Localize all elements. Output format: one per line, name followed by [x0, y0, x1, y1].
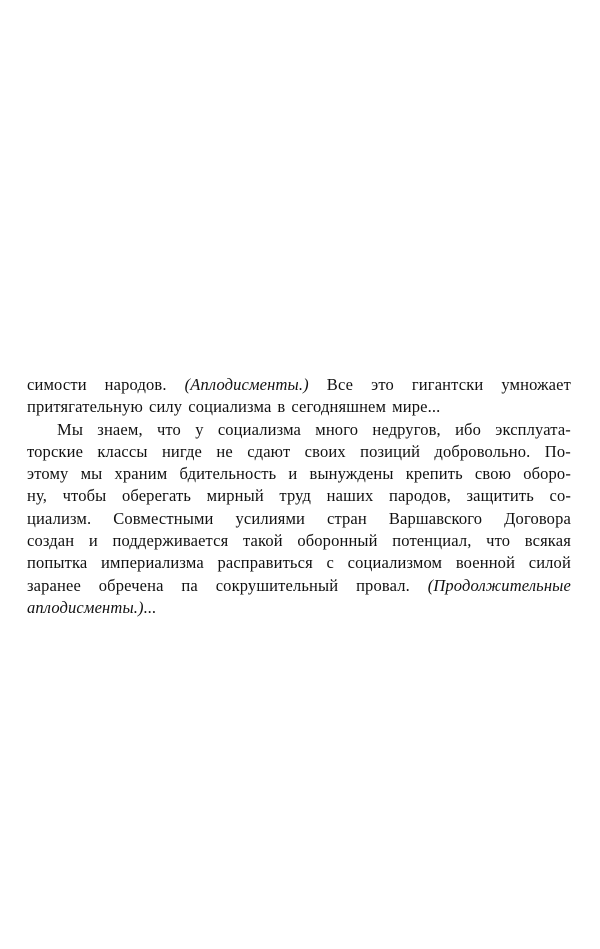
- word: ну,: [27, 486, 48, 506]
- word: стран: [327, 508, 367, 528]
- word: наших: [326, 486, 374, 506]
- word: попытка: [27, 553, 88, 573]
- word: знаем,: [97, 419, 143, 439]
- word: сдают: [247, 441, 291, 461]
- word: чтобы: [62, 486, 107, 506]
- word: заранее: [27, 575, 81, 595]
- word: циализм.: [27, 508, 92, 528]
- word: бдительность: [179, 464, 277, 484]
- word: в: [277, 397, 286, 417]
- word: создан: [27, 531, 75, 551]
- word: со-: [549, 486, 571, 506]
- applause-remark: (Продолжительные: [427, 575, 571, 595]
- word: оберегать: [121, 486, 192, 506]
- word: социализма: [217, 419, 302, 439]
- word: мирный: [206, 486, 264, 506]
- word: симости: [27, 375, 87, 394]
- word: па: [181, 575, 198, 595]
- text-line: [27, 374, 571, 396]
- word: империализма: [101, 553, 204, 573]
- word: труд: [279, 486, 312, 506]
- applause-remark: аплодисменты.)...: [27, 597, 157, 617]
- word: недругов,: [372, 419, 441, 439]
- word: потенциал,: [392, 531, 472, 551]
- word: По-: [544, 441, 571, 461]
- word: ибо: [455, 419, 481, 439]
- text-line: [27, 396, 571, 418]
- speech-text: [27, 374, 571, 619]
- word: добровольно.: [434, 441, 531, 461]
- word: усилиями: [235, 508, 306, 528]
- text-line: [27, 552, 571, 574]
- word: это: [371, 375, 394, 394]
- word: военной: [455, 553, 516, 573]
- text-line: [27, 463, 571, 485]
- word: социализма: [188, 397, 272, 417]
- text-line: [27, 575, 571, 597]
- text-line: [27, 530, 571, 552]
- word: классы: [97, 441, 148, 461]
- word: торские: [27, 441, 84, 461]
- word: провал.: [356, 575, 410, 595]
- word: с: [326, 553, 334, 573]
- word: позиций: [360, 441, 421, 461]
- word: притягательную: [27, 397, 143, 417]
- word: свою: [474, 464, 512, 484]
- word: что: [486, 531, 511, 551]
- word: силу: [148, 397, 183, 417]
- word: социализмом: [347, 553, 443, 573]
- word: всякая: [524, 531, 571, 551]
- text-line: [27, 441, 571, 463]
- text-line: [27, 419, 571, 441]
- word: у: [195, 419, 204, 439]
- word: умножает: [501, 375, 571, 394]
- word: народов.: [104, 375, 167, 394]
- word: не: [216, 441, 233, 461]
- word: сегодняшнем: [291, 397, 387, 417]
- word: Все: [326, 375, 354, 394]
- text-line: [27, 485, 571, 507]
- word: гигантски: [411, 375, 484, 394]
- word: нигде: [161, 441, 203, 461]
- word: Договора: [504, 508, 571, 528]
- word: Совместными: [113, 508, 214, 528]
- word: Мы: [57, 419, 84, 439]
- word: Варшавского: [388, 508, 483, 528]
- word: вынуждены: [309, 464, 394, 484]
- text-line: [27, 597, 571, 619]
- word: силой: [528, 553, 571, 573]
- word: что: [156, 419, 181, 439]
- word: поддерживается: [112, 531, 229, 551]
- applause-remark: (Аплодисменты.): [184, 375, 309, 394]
- word: оборонный: [297, 531, 378, 551]
- word: оборо-: [523, 464, 571, 484]
- word: мы: [80, 464, 103, 484]
- word: этому: [27, 464, 69, 484]
- word: обречена: [98, 575, 164, 595]
- word: своих: [304, 441, 346, 461]
- word: много: [315, 419, 359, 439]
- word: крепить: [405, 464, 463, 484]
- word: эксплуата-: [495, 419, 571, 439]
- word: сокрушительный: [215, 575, 339, 595]
- text-line: [27, 508, 571, 530]
- word: такой: [242, 531, 283, 551]
- word: пародов,: [388, 486, 451, 506]
- word: расправиться: [217, 553, 313, 573]
- word: защитить: [466, 486, 534, 506]
- word: и: [88, 531, 98, 551]
- word: и: [288, 464, 298, 484]
- word: храним: [114, 464, 168, 484]
- word: мире...: [392, 397, 441, 417]
